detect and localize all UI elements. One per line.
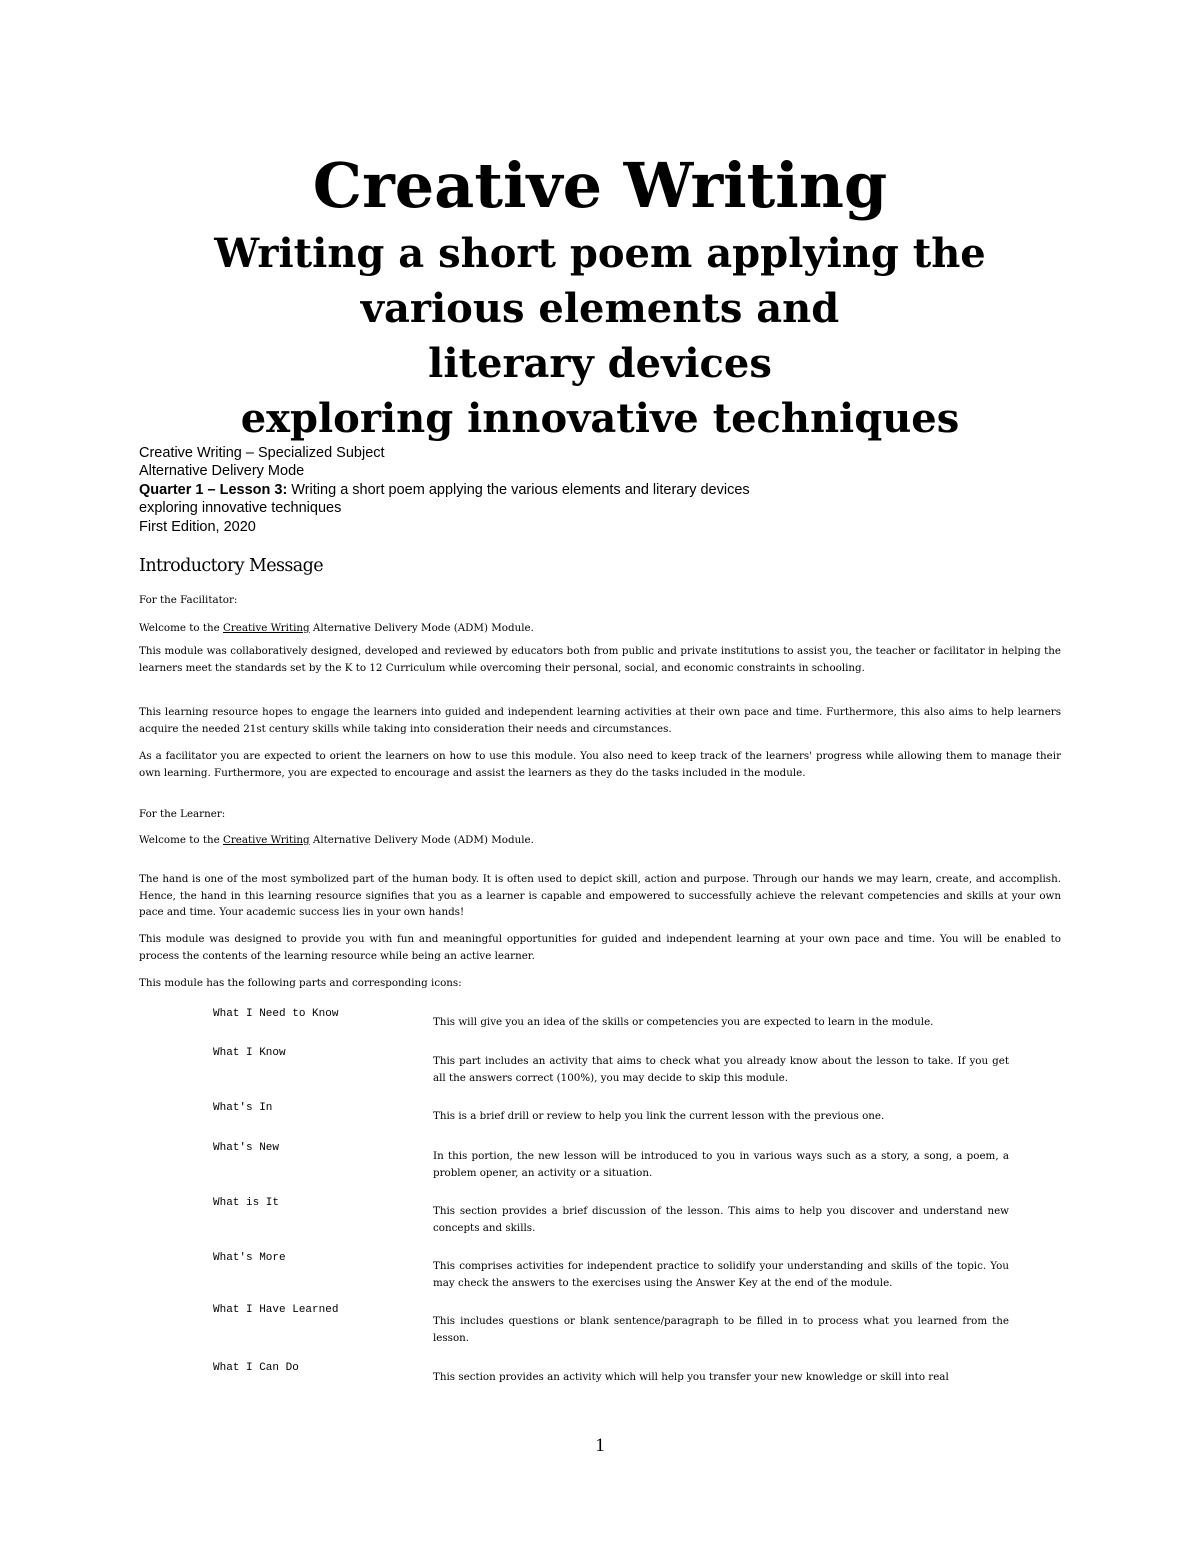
meta-lesson-text: Writing a short poem applying the various elements and literary devices [287,482,750,498]
part-desc-what-i-have-learned: This includes questions or blank sentence/paragraph to be filled in to process what you learned from the lesson. [433,1315,1009,1344]
part-name-what-i-know: What I Know [213,1047,286,1059]
parts-intro: This module has the following parts and corresponding icons: [139,977,462,989]
subtitle-line-2: various elements and [360,285,840,332]
subtitle-line-4: exploring innovative techniques [240,395,960,442]
learner-welcome [139,832,1061,849]
subtitle-line-3: literary devices [428,340,772,387]
meta-lesson [139,481,750,499]
part-desc-what-i-can-do: This section provides an activity which will help you transfer your new knowledge or skill into real [433,1371,949,1383]
part-name-whats-in: What's In [213,1102,273,1114]
meta-delivery-mode: Alternative Delivery Mode [139,463,305,479]
facilitator-welcome [139,620,1061,637]
part-desc-whats-in: This is a brief drill or review to help you link the current lesson with the previous one. [433,1110,885,1122]
part-desc-what-i-know: This part includes an activity that aims to check what you already know about the lesson to take. If you get all the answers correct (100%), you may decide to skip this module. [433,1055,1009,1084]
meta-lesson-label: Quarter 1 – Lesson 3: [139,482,288,498]
learner-welcome-module-name: Creative Writing [222,834,310,846]
part-name-what-i-have-learned: What I Have Learned [213,1304,339,1316]
facilitator-paragraph-1: This module was collaboratively designed, developed and reviewed by educators both from public and private institutions to assist you, the teacher or facilitator in helping the learners meet the standards set by the K to 12 Curriculum while overcoming their personal, social, and economic constraints in schooling. [139,645,1061,674]
learner-paragraph-2: This module was designed to provide you with fun and meaningful opportunities for guided and independent learning at your own pace and time. You will be enabled to process the contents of the learning resource while being an active learner. [139,933,1061,962]
part-name-what-i-need-to-know: What I Need to Know [213,1008,339,1020]
welcome-pre: Welcome to the [139,622,223,634]
facilitator-paragraph-2: This learning resource hopes to engage the learners into guided and independent learning activities at their own pace and time. Furthermore, this also aims to help learners acquire the needed 21st century skills while taking into consideration their needs and circumstances. [139,706,1061,735]
facilitator-paragraph-3: As a facilitator you are expected to orient the learners on how to use this module. You also need to keep track of the learners' progress while allowing them to manage their own learning. Furthermore, you are expected to encourage and assist the learners as they do the tasks included in the module. [139,750,1061,779]
part-name-what-is-it: What is It [213,1197,280,1209]
learner-label: For the Learner: [139,808,226,820]
meta-edition: First Edition, 2020 [139,519,256,535]
facilitator-label: For the Facilitator: [139,594,238,606]
part-name-whats-more: What's More [213,1252,286,1264]
part-name-what-i-can-do: What I Can Do [213,1362,299,1374]
page-number: 1 [595,1435,605,1456]
subtitle-line-1: Writing a short poem applying the [214,230,986,277]
document-title: Creative Writing [312,149,888,222]
part-desc-what-i-need-to-know: This will give you an idea of the skills or competencies you are expected to learn in the module. [433,1016,934,1028]
welcome-post: Alternative Delivery Mode (ADM) Module. [309,622,534,634]
part-desc-whats-more: This comprises activities for independent practice to solidify your understanding and skills of the topic. You may check the answers to the exercises using the Answer Key at the end of the module. [433,1260,1009,1289]
intro-heading: Introductory Message [139,556,324,576]
learner-paragraph-1: The hand is one of the most symbolized part of the human body. It is often used to depict skill, action and purpose. Through our hands we may learn, create, and accomplish. Hence, the hand in this learning resource signifies that you as a learner is capable and empowered to successfully achieve the relevant competencies and skills at your own pace and time. Your academic success lies in your own hands! [139,873,1061,918]
learner-welcome-pre: Welcome to the [139,834,223,846]
part-desc-whats-new: In this portion, the new lesson will be introduced to you in various ways such as a story, a song, a poem, a problem opener, an activity or a situation. [433,1150,1009,1179]
learner-welcome-post: Alternative Delivery Mode (ADM) Module. [309,834,534,846]
part-name-whats-new: What's New [213,1142,280,1154]
welcome-module-name: Creative Writing [222,622,310,634]
meta-lesson-cont: exploring innovative techniques [139,500,342,516]
part-desc-what-is-it: This section provides a brief discussion of the lesson. This aims to help you discover and understand new concepts and skills. [433,1205,1009,1234]
meta-subject: Creative Writing – Specialized Subject [139,445,385,461]
